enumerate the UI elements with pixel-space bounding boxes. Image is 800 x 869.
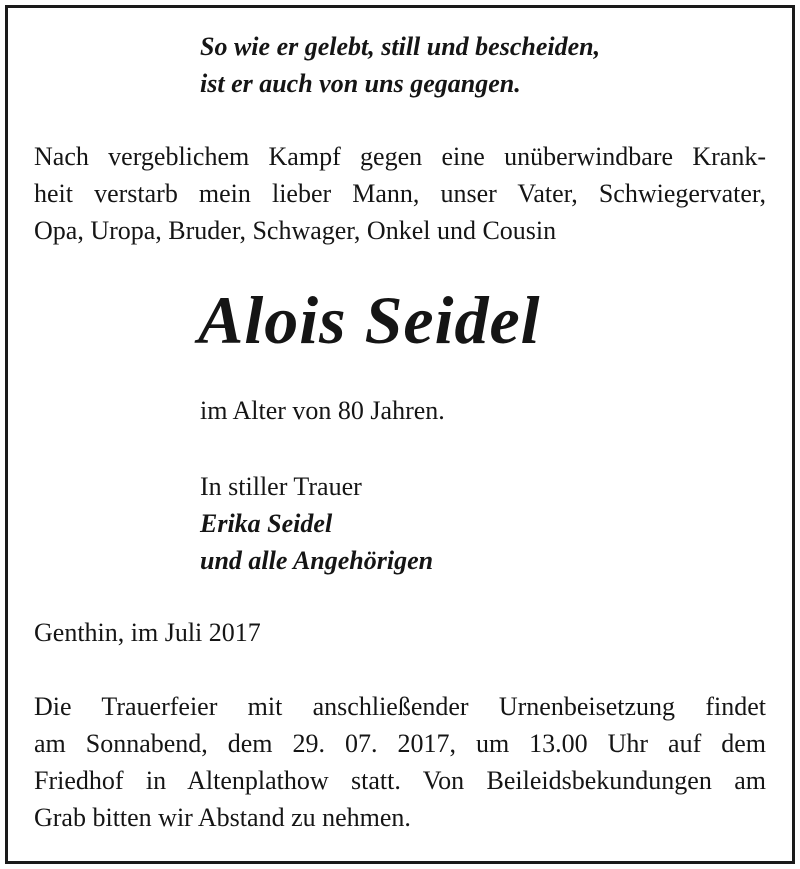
place-date: Genthin, im Juli 2017 xyxy=(34,618,261,647)
intro-line-1: Nach vergeblichem Kampf gegen eine unüberwindbare Krank- xyxy=(34,142,766,171)
mourner-name: Erika Seidel xyxy=(200,509,333,538)
intro-line-3: Opa, Uropa, Bruder, Schwager, Onkel und Cousin xyxy=(34,216,557,245)
mourner-others: und alle Angehörigen xyxy=(200,546,434,575)
mourners-block xyxy=(200,468,433,579)
mourning-intro: In stiller Trauer xyxy=(200,472,362,501)
ceremony-line-4: Grab bitten wir Abstand zu nehmen. xyxy=(34,803,411,832)
ceremony-paragraph xyxy=(34,688,766,836)
motto-line-2: ist er auch von uns gegangen. xyxy=(200,69,521,98)
motto-line-1: So wie er gelebt, still und bescheiden, xyxy=(200,32,601,61)
motto-quote xyxy=(200,28,600,102)
deceased-age: im Alter von 80 Jahren. xyxy=(200,396,445,425)
intro-line-2: heit verstarb mein lieber Mann, unser Vater, Schwiegervater, xyxy=(34,179,766,208)
ceremony-line-1: Die Trauerfeier mit anschließender Urnenbeisetzung findet xyxy=(34,692,766,721)
intro-paragraph xyxy=(34,138,766,249)
ceremony-line-3: Friedhof in Altenplathow statt. Von Beileidsbekundungen am xyxy=(34,766,766,795)
ceremony-line-2: am Sonnabend, dem 29. 07. 2017, um 13.00 Uhr auf dem xyxy=(34,729,766,758)
deceased-name: Alois Seidel xyxy=(198,282,541,358)
